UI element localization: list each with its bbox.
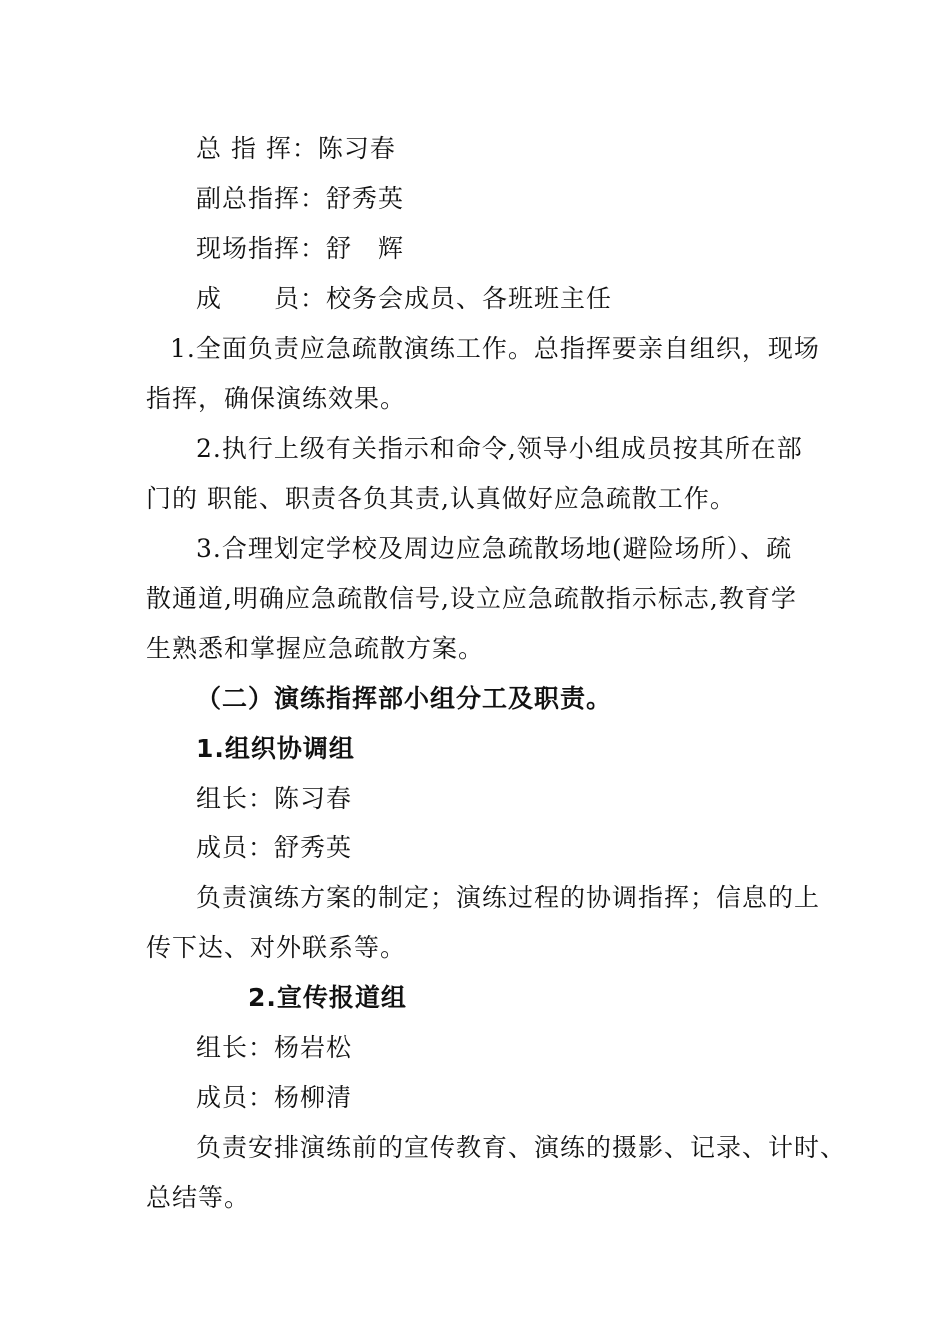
roster-label: 总 指 挥： (196, 134, 318, 163)
group-1-desc-line-1: 负责演练方案的制定；演练过程的协调指挥；信息的上 (196, 883, 821, 912)
group-1-members: 成员：舒秀英 (196, 833, 353, 862)
roster-name: 舒 辉 (326, 234, 405, 263)
roster-label: 现场指挥： (196, 234, 327, 263)
duty-3-line-3: 生熟悉和掌握应急疏散方案。 (146, 634, 485, 663)
duty-1-line-2: 指挥，确保演练效果。 (146, 384, 407, 413)
group-1-leader: 组长：陈习春 (196, 784, 353, 813)
group-1-desc-line-2: 传下达、对外联系等。 (146, 933, 407, 962)
duty-3-line-2: 散通道,明确应急疏散信号,设立应急疏散指示标志,教育学 (146, 584, 797, 613)
roster-line-chief (196, 132, 396, 166)
group-1-title: 1.组织协调组 (196, 734, 355, 763)
roster-label: 副总指挥： (196, 184, 327, 213)
duty-2-line-1: 2.执行上级有关指示和命令,领导小组成员按其所在部 (196, 434, 803, 463)
group-2-desc-line-1: 负责安排演练前的宣传教育、演练的摄影、记录、计时、 (196, 1133, 847, 1162)
group-2-members: 成员：杨柳清 (196, 1083, 353, 1112)
group-2-desc-line-2: 总结等。 (146, 1183, 251, 1212)
duty-3-line-1: 3.合理划定学校及周边应急疏散场地(避险场所）、疏 (196, 534, 793, 563)
roster-line-site (196, 232, 404, 266)
section-heading: （二）演练指挥部小组分工及职责。 (196, 684, 613, 713)
duty-1-line-1: 1.全面负责应急疏散演练工作。总指挥要亲自组织，现场 (170, 334, 820, 363)
roster-line-members (196, 282, 612, 316)
duty-2-line-2: 门的 职能、职责各负其责,认真做好应急疏散工作。 (146, 484, 736, 513)
group-2-title: 2.宣传报道组 (248, 983, 407, 1012)
roster-name: 舒秀英 (326, 184, 405, 213)
roster-name: 陈习春 (317, 134, 396, 163)
roster-name: 校务会成员、各班班主任 (326, 284, 613, 313)
roster-line-deputy (196, 182, 404, 216)
roster-label: 成 员： (196, 284, 327, 313)
group-2-leader: 组长：杨岩松 (196, 1033, 353, 1062)
